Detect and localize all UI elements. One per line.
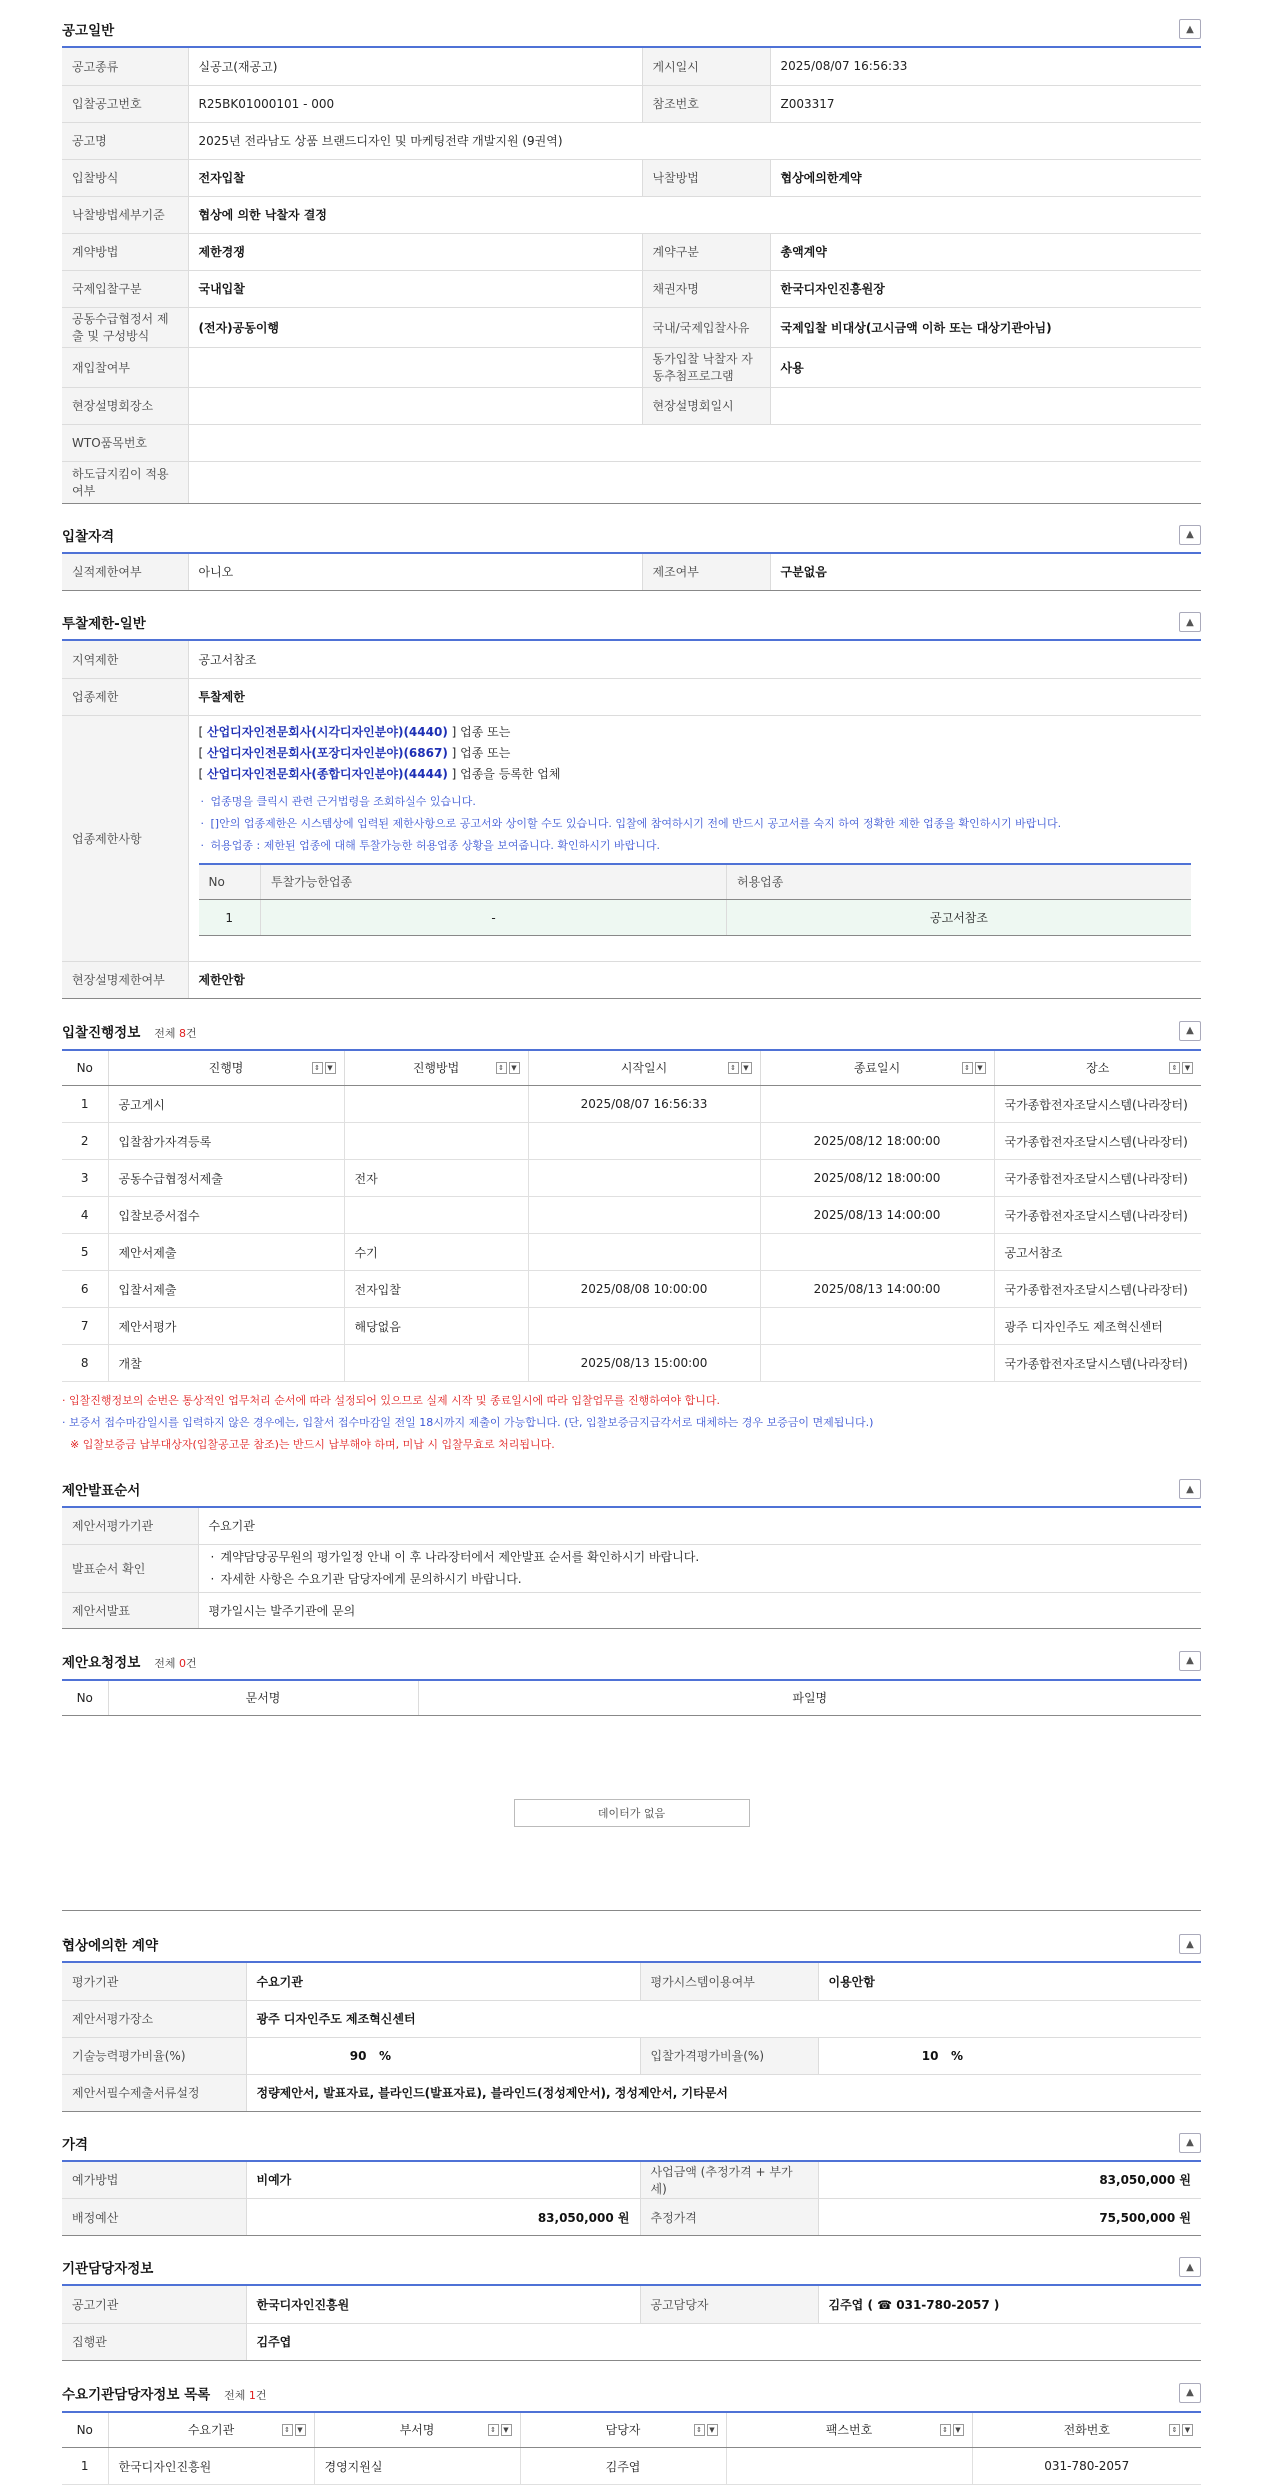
filter-dropdown-icon[interactable]: ▼: [1182, 2424, 1193, 2436]
pres-eval-label: 제안서평가기관: [62, 1508, 198, 1544]
field-label: 현장설명회장소: [62, 387, 188, 424]
contact-label: 집행관: [62, 2323, 246, 2360]
industry-code-line: [ 산업디자인전문회사(종합디자인분야)(4444) ] 업종을 등록한 업체: [199, 764, 1192, 785]
table-cell: 2025/08/07 16:56:33: [528, 1086, 760, 1123]
section-header: [62, 2250, 1201, 2286]
collapse-toggle-icon[interactable]: ▲: [1179, 1651, 1201, 1671]
table-row: [62, 1345, 1201, 1382]
col-header-label: 진행명: [209, 1061, 244, 1075]
restriction-note: · 허용업종 : 제한된 업종에 대해 투찰가능한 허용업종 상황을 보여줍니다. 확인하시기 바랍니다.: [199, 835, 1192, 857]
table-cell: 제안서제출: [108, 1234, 344, 1271]
col-header-label: No: [77, 2423, 93, 2437]
pres-eval-value: 수요기관: [198, 1508, 1201, 1544]
table-cell: [528, 1123, 760, 1160]
table-cell: 제안서평가: [108, 1308, 344, 1345]
site-restrict-label: 현장설명제한여부: [62, 961, 188, 998]
info-row: [62, 85, 1201, 122]
pres-proposal-value: 평가일시는 발주기관에 문의: [198, 1592, 1201, 1628]
field-value: 제한경쟁: [188, 233, 642, 270]
col-header-label: 시작일시: [621, 1061, 667, 1075]
field-label: 공고종류: [62, 48, 188, 85]
pres-order-label: 발표순서 확인: [62, 1544, 198, 1592]
filter-dropdown-icon[interactable]: ▼: [509, 1062, 520, 1074]
neg-label: 제안서필수제출서류설정: [62, 2074, 246, 2111]
col-header[interactable]: [760, 1050, 994, 1086]
table-cell: [760, 1086, 994, 1123]
table-cell: 전자: [344, 1160, 528, 1197]
field-value: 아니오: [188, 554, 642, 591]
table-cell: 국가종합전자조달시스템(나라장터): [994, 1345, 1201, 1382]
inner-cell: 공고서참조: [727, 900, 1192, 936]
sort-toggle-icon[interactable]: ⇕: [962, 1062, 973, 1074]
col-header[interactable]: [344, 1050, 528, 1086]
table-row: [62, 1308, 1201, 1345]
col-header-label: 팩스번호: [826, 2423, 872, 2437]
progress-note-1: · 입찰진행정보의 순번은 통상적인 업무처리 순서에 따라 설정되어 있으므로 실제 시작 및 종료일시에 따라 입찰업무를 진행하여야 합니다.: [62, 1390, 1201, 1412]
table-cell: 국가종합전자조달시스템(나라장터): [994, 1123, 1201, 1160]
contact-label: 공고기관: [62, 2286, 246, 2323]
table-cell: 국가종합전자조달시스템(나라장터): [994, 1197, 1201, 1234]
industry-code-suffix: 업종을 등록한 업체: [460, 767, 560, 781]
sort-controls[interactable]: [728, 1062, 752, 1074]
field-label: 공고명: [62, 122, 188, 159]
sort-toggle-icon[interactable]: ⇕: [496, 1062, 507, 1074]
field-value: 2025/08/07 16:56:33: [770, 48, 1201, 85]
section-header: [62, 1013, 1201, 1049]
field-value: 구분없음: [770, 554, 1201, 591]
table-cell: 5: [62, 1234, 108, 1271]
section-request: [62, 1643, 1201, 1912]
sort-controls[interactable]: [962, 1062, 986, 1074]
col-header-label: 진행방법: [413, 1061, 459, 1075]
field-label: 입찰공고번호: [62, 85, 188, 122]
table-cell: 4: [62, 1197, 108, 1234]
col-header-label: 장소: [1086, 1061, 1109, 1075]
presentation-table: [62, 1508, 1201, 1629]
price-table: [62, 2162, 1201, 2237]
table-cell: 031-780-2057: [972, 2448, 1201, 2485]
table-cell: 2025/08/13 15:00:00: [528, 1345, 760, 1382]
col-header-label: No: [77, 1061, 93, 1075]
price-label: 사업금액 (추정가격 + 부가세): [640, 2162, 818, 2199]
table-row: [62, 1160, 1201, 1197]
collapse-toggle-icon[interactable]: ▲: [1179, 1021, 1201, 1041]
table-cell: 국가종합전자조달시스템(나라장터): [994, 1271, 1201, 1308]
section-title: 기관담당자정보: [62, 2257, 153, 2277]
sort-controls[interactable]: [1169, 2424, 1193, 2436]
field-value: Z003317: [770, 85, 1201, 122]
info-row: [62, 307, 1201, 347]
table-cell: 공고서참조: [994, 1234, 1201, 1271]
col-header[interactable]: [994, 1050, 1201, 1086]
contact-value: 한국디자인진흥원: [246, 2286, 640, 2323]
section-contact: [62, 2250, 1201, 2361]
table-cell: 공고게시: [108, 1086, 344, 1123]
info-row: [62, 554, 1201, 591]
info-row: [62, 387, 1201, 424]
general-table: [62, 48, 1201, 504]
table-cell: 입찰참가자격등록: [108, 1123, 344, 1160]
record-count: 전체 8건: [154, 1027, 196, 1040]
info-row: [62, 424, 1201, 461]
table-cell: 경영지원실: [314, 2448, 520, 2485]
section-header: [62, 1472, 1201, 1508]
col-header-label: 담당자: [606, 2423, 641, 2437]
inner-header-allowed-bid: 투찰가능한업종: [261, 864, 727, 900]
section-negotiation: [62, 1927, 1201, 2112]
col-header: [62, 2412, 108, 2448]
table-cell: 공동수급협정서제출: [108, 1160, 344, 1197]
filter-dropdown-icon[interactable]: ▼: [707, 2424, 718, 2436]
sort-controls[interactable]: [940, 2424, 964, 2436]
contact-table: [62, 2286, 1201, 2361]
negotiation-table: [62, 1963, 1201, 2112]
progress-note-2: · 보증서 접수마감일시를 입력하지 않은 경우에는, 입찰서 접수마감일 전일 18시까지 제출이 가능합니다. (단, 입찰보증금지급각서로 대체하는 경우 보증금이 면제됩니다.): [62, 1412, 1201, 1434]
empty-state: [62, 1716, 1201, 1911]
table-cell: [760, 1308, 994, 1345]
field-label: 참조번호: [642, 85, 770, 122]
col-header[interactable]: [314, 2412, 520, 2448]
table-cell: 국가종합전자조달시스템(나라장터): [994, 1160, 1201, 1197]
filter-dropdown-icon[interactable]: ▼: [295, 2424, 306, 2436]
table-cell: 2025/08/12 18:00:00: [760, 1123, 994, 1160]
field-value: (전자)공동이행: [188, 307, 642, 347]
industry-code-line: [ 산업디자인전문회사(시각디자인분야)(4440) ] 업종 또는: [199, 722, 1192, 743]
field-label: 낙찰방법: [642, 159, 770, 196]
section-header: [62, 605, 1201, 641]
field-label: 공동수급협정서 제출 및 구성방식: [62, 307, 188, 347]
table-cell: 1: [62, 2448, 108, 2485]
filter-dropdown-icon[interactable]: ▼: [953, 2424, 964, 2436]
field-value: 전자입찰: [188, 159, 642, 196]
no-data-message: 데이터가 없음: [514, 1799, 750, 1827]
industry-detail-value: [188, 715, 1201, 961]
table-cell: 광주 디자인주도 제조혁신센터: [994, 1308, 1201, 1345]
sort-controls[interactable]: [488, 2424, 512, 2436]
table-row: [62, 1197, 1201, 1234]
table-cell: 입찰보증서접수: [108, 1197, 344, 1234]
col-header[interactable]: [972, 2412, 1201, 2448]
field-label: 계약구분: [642, 233, 770, 270]
restriction-table: [62, 641, 1201, 999]
field-label: 실적제한여부: [62, 554, 188, 591]
progress-note-3: ※ 입찰보증금 납부대상자(입찰공고문 참조)는 반드시 납부해야 하며, 미납 시 입찰무효로 처리됩니다.: [62, 1434, 1201, 1456]
contact-label: 공고담당자: [640, 2286, 818, 2323]
allowed-industry-table: [199, 863, 1192, 937]
table-cell: [344, 1345, 528, 1382]
col-header[interactable]: [108, 1050, 344, 1086]
table-cell: 수기: [344, 1234, 528, 1271]
table-cell: 해당없음: [344, 1308, 528, 1345]
table-row: [62, 2448, 1201, 2485]
neg-value: 이용안함: [818, 1963, 1201, 2000]
section-title: 공고일반: [62, 19, 114, 39]
col-header: No: [62, 1680, 108, 1716]
field-label: 국내/국제입찰사유: [642, 307, 770, 347]
price-label: 추정가격: [640, 2199, 818, 2236]
table-cell: [528, 1308, 760, 1345]
col-header-label: 종료일시: [854, 1061, 900, 1075]
collapse-toggle-icon[interactable]: ▲: [1179, 2383, 1201, 2403]
field-value: [188, 347, 642, 387]
sort-controls[interactable]: [282, 2424, 306, 2436]
table-cell: 전자입찰: [344, 1271, 528, 1308]
section-header: [62, 1643, 1201, 1679]
field-value: [770, 387, 1201, 424]
field-value: [188, 424, 1201, 461]
site-restrict-value: 제한안함: [188, 961, 1201, 998]
field-value: 국제입찰 비대상(고시금액 이하 또는 대상기관아님): [770, 307, 1201, 347]
neg-value: 정량제안서, 발표자료, 블라인드(발표자료), 블라인드(정성제안서), 정성제안서, 기타문서: [246, 2074, 1201, 2111]
neg-label: 평가기관: [62, 1963, 246, 2000]
industry-code-suffix: 업종 또는: [460, 746, 510, 760]
table-cell: 7: [62, 1308, 108, 1345]
section-title: 제안요청정보 전체 0건: [62, 1651, 197, 1671]
price-value: 비예가: [246, 2162, 640, 2199]
table-cell: 8: [62, 1345, 108, 1382]
neg-label: 제안서평가장소: [62, 2000, 246, 2037]
section-progress: [62, 1013, 1201, 1457]
price-value: 75,500,000 원: [818, 2199, 1201, 2236]
pres-order-note: · 자세한 사항은 수요기관 담당자에게 문의하시기 바랍니다.: [209, 1568, 1192, 1590]
price-label: 예가방법: [62, 2162, 246, 2199]
col-header: 파일명: [418, 1680, 1201, 1716]
industry-code-link[interactable]: 산업디자인전문회사(포장디자인분야)(6867): [207, 746, 448, 760]
industry-code-suffix: 업종 또는: [460, 725, 510, 739]
sort-toggle-icon[interactable]: ⇕: [728, 1062, 739, 1074]
section-general: [62, 12, 1201, 504]
field-value: [188, 461, 1201, 503]
field-label: 계약방법: [62, 233, 188, 270]
table-cell: [344, 1197, 528, 1234]
demand-table: [62, 2411, 1201, 2485]
table-cell: 국가종합전자조달시스템(나라장터): [994, 1086, 1201, 1123]
region-label: 지역제한: [62, 641, 188, 678]
field-label: 입찰방식: [62, 159, 188, 196]
section-header: [62, 12, 1201, 48]
collapse-toggle-icon[interactable]: ▲: [1179, 612, 1201, 632]
col-header[interactable]: [726, 2412, 972, 2448]
table-cell: 김주엽: [520, 2448, 726, 2485]
inner-cell: -: [261, 900, 727, 936]
field-value: 한국디자인진흥원장: [770, 270, 1201, 307]
section-demand: [62, 2375, 1201, 2485]
inner-cell: 1: [199, 900, 261, 936]
section-price: [62, 2126, 1201, 2237]
info-row: [62, 347, 1201, 387]
filter-dropdown-icon[interactable]: ▼: [325, 1062, 336, 1074]
neg-value: 90 %: [246, 2037, 640, 2074]
table-cell: [760, 1345, 994, 1382]
pres-proposal-label: 제안서발표: [62, 1592, 198, 1628]
collapse-toggle-icon[interactable]: ▲: [1179, 2257, 1201, 2277]
field-label: WTO품목번호: [62, 424, 188, 461]
section-title: 가격: [62, 2133, 88, 2153]
collapse-toggle-icon[interactable]: ▲: [1179, 1479, 1201, 1499]
section-header: [62, 1927, 1201, 1963]
field-value: 협상에의한계약: [770, 159, 1201, 196]
section-restriction: [62, 605, 1201, 999]
table-cell: [528, 1234, 760, 1271]
table-cell: [528, 1160, 760, 1197]
col-header[interactable]: [520, 2412, 726, 2448]
price-label: 배정예산: [62, 2199, 246, 2236]
section-header: [62, 518, 1201, 554]
table-cell: [528, 1197, 760, 1234]
table-cell: 2025/08/13 14:00:00: [760, 1197, 994, 1234]
field-label: 채권자명: [642, 270, 770, 307]
col-header-label: 부서명: [400, 2423, 435, 2437]
field-label: 현장설명회일시: [642, 387, 770, 424]
field-value: 사용: [770, 347, 1201, 387]
info-row: [62, 122, 1201, 159]
industry-label: 업종제한: [62, 678, 188, 715]
table-cell: 1: [62, 1086, 108, 1123]
field-value: 국내입찰: [188, 270, 642, 307]
section-title: 입찰자격: [62, 525, 114, 545]
col-header[interactable]: [108, 2412, 314, 2448]
sort-controls[interactable]: [694, 2424, 718, 2436]
neg-value: 광주 디자인주도 제조혁신센터: [246, 2000, 1201, 2037]
record-count: 전체 0건: [154, 1657, 196, 1670]
field-label: 하도급지킴이 적용여부: [62, 461, 188, 503]
section-title: 입찰진행정보 전체 8건: [62, 1021, 197, 1041]
table-cell: 2: [62, 1123, 108, 1160]
table-cell: 개찰: [108, 1345, 344, 1382]
inner-header-no: No: [199, 864, 261, 900]
contact-value: 김주엽: [246, 2323, 1201, 2360]
section-title: 수요기관담당자정보 목록 전체 1건: [62, 2383, 267, 2403]
sort-controls[interactable]: [496, 1062, 520, 1074]
table-row: [62, 1123, 1201, 1160]
field-value: 2025년 전라남도 상품 브랜드디자인 및 마케팅전략 개발지원 (9권역): [188, 122, 1201, 159]
field-value: 협상에 의한 낙찰자 결정: [188, 196, 1201, 233]
col-header: [62, 1050, 108, 1086]
price-value: 83,050,000 원: [246, 2199, 640, 2236]
filter-dropdown-icon[interactable]: ▼: [741, 1062, 752, 1074]
col-header-label: 전화번호: [1064, 2423, 1110, 2437]
collapse-toggle-icon[interactable]: ▲: [1179, 19, 1201, 39]
info-row: [62, 48, 1201, 85]
field-value: 실공고(재공고): [188, 48, 642, 85]
section-title: 제안발표순서: [62, 1479, 140, 1499]
collapse-toggle-icon[interactable]: ▲: [1179, 2133, 1201, 2153]
section-title: 협상에의한 계약: [62, 1934, 158, 1954]
neg-value: 수요기관: [246, 1963, 640, 2000]
info-row: [62, 233, 1201, 270]
table-row: [62, 1086, 1201, 1123]
table-row: [62, 1271, 1201, 1308]
industry-code-link[interactable]: 산업디자인전문회사(시각디자인분야)(4440): [207, 725, 448, 739]
sort-controls[interactable]: [1169, 1062, 1193, 1074]
section-header: [62, 2375, 1201, 2411]
region-value: 공고서참조: [188, 641, 1201, 678]
pres-order-note: · 계약담당공무원의 평가일정 안내 이 후 나라장터에서 제안발표 순서를 확인하시기 바랍니다.: [209, 1546, 1192, 1568]
neg-label: 입찰가격평가비율(%): [640, 2037, 818, 2074]
sort-toggle-icon[interactable]: ⇕: [312, 1062, 323, 1074]
qualification-table: [62, 554, 1201, 592]
field-label: 재입찰여부: [62, 347, 188, 387]
section-presentation: [62, 1472, 1201, 1629]
industry-code-line: [ 산업디자인전문회사(포장디자인분야)(6867) ] 업종 또는: [199, 743, 1192, 764]
sort-controls[interactable]: [312, 1062, 336, 1074]
price-value: 83,050,000 원: [818, 2162, 1201, 2199]
sort-toggle-icon[interactable]: ⇕: [282, 2424, 293, 2436]
col-header-label: 수요기관: [188, 2423, 234, 2437]
info-row: [62, 159, 1201, 196]
sort-toggle-icon[interactable]: ⇕: [1169, 1062, 1180, 1074]
info-row: [62, 270, 1201, 307]
section-qualification: [62, 518, 1201, 592]
table-cell: 한국디자인진흥원: [108, 2448, 314, 2485]
sort-toggle-icon[interactable]: ⇕: [1169, 2424, 1180, 2436]
table-row: [62, 1234, 1201, 1271]
field-value: R25BK01000101 - 000: [188, 85, 642, 122]
table-cell: 2025/08/08 10:00:00: [528, 1271, 760, 1308]
inner-header-allowed-industry: 허용업종: [727, 864, 1192, 900]
restriction-note: · 업종명을 클릭시 관련 근거법령을 조회하실수 있습니다.: [199, 791, 1192, 813]
field-value: 총액계약: [770, 233, 1201, 270]
sort-toggle-icon[interactable]: ⇕: [694, 2424, 705, 2436]
field-label: 국제입찰구분: [62, 270, 188, 307]
field-label: 동가입찰 낙찰자 자동추첨프로그램: [642, 347, 770, 387]
sort-toggle-icon[interactable]: ⇕: [940, 2424, 951, 2436]
table-cell: [344, 1086, 528, 1123]
filter-dropdown-icon[interactable]: ▼: [1182, 1062, 1193, 1074]
collapse-toggle-icon[interactable]: ▲: [1179, 525, 1201, 545]
table-cell: [726, 2448, 972, 2485]
record-count: 전체 1건: [224, 2389, 266, 2402]
field-label: 낙찰방법세부기준: [62, 196, 188, 233]
col-header[interactable]: [528, 1050, 760, 1086]
filter-dropdown-icon[interactable]: ▼: [501, 2424, 512, 2436]
neg-value: 10 %: [818, 2037, 1201, 2074]
table-cell: 2025/08/13 14:00:00: [760, 1271, 994, 1308]
field-label: 게시일시: [642, 48, 770, 85]
industry-code-link[interactable]: 산업디자인전문회사(종합디자인분야)(4444): [207, 767, 448, 781]
pres-order-value: [198, 1544, 1201, 1592]
table-cell: 입찰서제출: [108, 1271, 344, 1308]
industry-value: 투찰제한: [188, 678, 1201, 715]
field-value: [188, 387, 642, 424]
info-row: [62, 461, 1201, 503]
table-cell: [344, 1123, 528, 1160]
request-table: [62, 1679, 1201, 1717]
collapse-toggle-icon[interactable]: ▲: [1179, 1934, 1201, 1954]
progress-table: [62, 1049, 1201, 1383]
info-row: [62, 196, 1201, 233]
neg-label: 평가시스템이용여부: [640, 1963, 818, 2000]
section-title: 투찰제한-일반: [62, 612, 146, 632]
table-cell: 2025/08/12 18:00:00: [760, 1160, 994, 1197]
neg-label: 기술능력평가비율(%): [62, 2037, 246, 2074]
section-header: [62, 2126, 1201, 2162]
contact-value: 김주엽 ( ☎ 031-780-2057 ): [818, 2286, 1201, 2323]
restriction-note: · []안의 업종제한은 시스템상에 입력된 제한사항으로 공고서와 상이할 수도 있습니다. 입찰에 참여하시기 전에 반드시 공고서를 숙지 하여 정확한 제한 업종을 확인하시기 바랍니다.: [199, 813, 1192, 835]
industry-detail-label: 업종제한사항: [62, 715, 188, 961]
table-cell: 6: [62, 1271, 108, 1308]
sort-toggle-icon[interactable]: ⇕: [488, 2424, 499, 2436]
field-label: 제조여부: [642, 554, 770, 591]
table-cell: [760, 1234, 994, 1271]
filter-dropdown-icon[interactable]: ▼: [975, 1062, 986, 1074]
col-header: 문서명: [108, 1680, 418, 1716]
table-cell: 3: [62, 1160, 108, 1197]
